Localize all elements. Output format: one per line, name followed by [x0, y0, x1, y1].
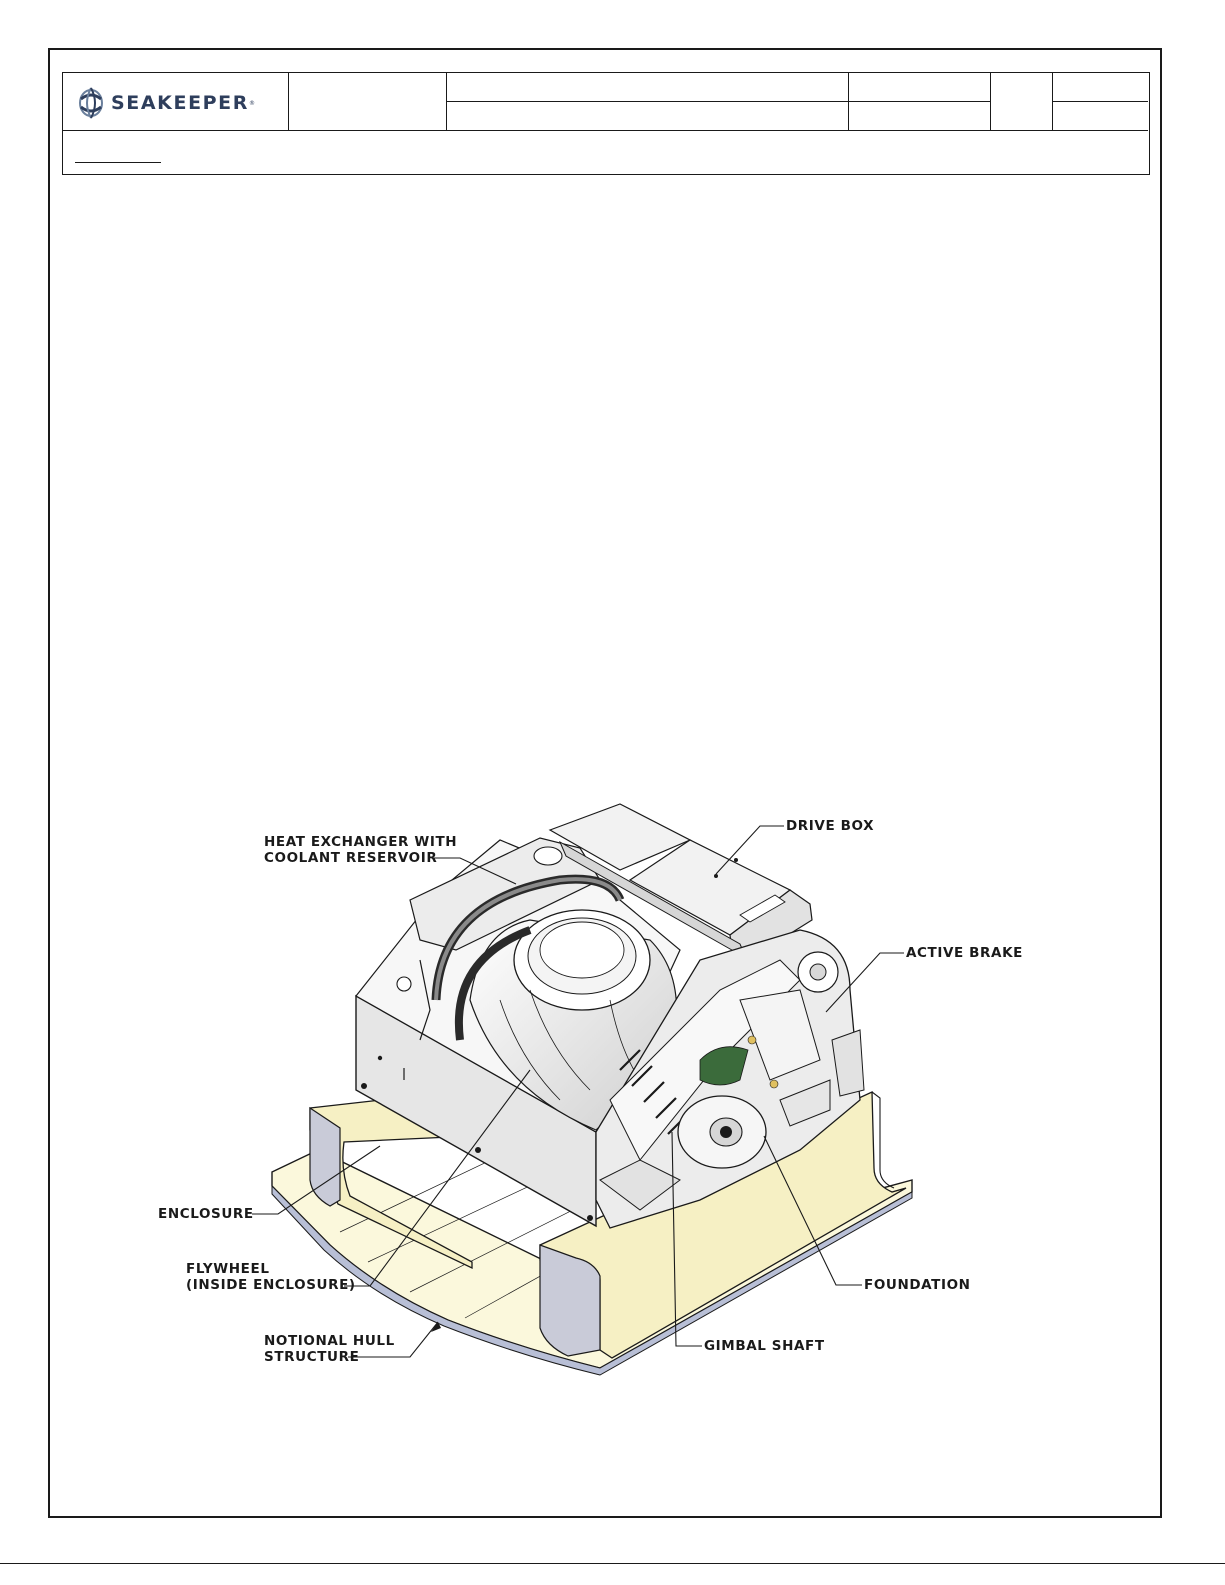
callout-flywheel: FLYWHEEL (INSIDE ENCLOSURE) — [186, 1261, 356, 1293]
callout-heat-exchanger: HEAT EXCHANGER WITH COOLANT RESERVOIR — [264, 834, 458, 866]
brand-name: SEAKEEPER — [111, 92, 249, 114]
registered-mark: ® — [248, 99, 255, 107]
page-bottom-rule — [0, 1563, 1225, 1564]
callout-gimbal-shaft: GIMBAL SHAFT — [704, 1338, 825, 1354]
callout-enclosure: ENCLOSURE — [158, 1206, 254, 1222]
callout-active-brake: ACTIVE BRAKE — [906, 945, 1023, 961]
callout-drive-box: DRIVE BOX — [786, 818, 875, 834]
callout-notional-hull: NOTIONAL HULL STRUCTURE — [264, 1333, 395, 1365]
callout-foundation: FOUNDATION — [864, 1277, 971, 1293]
